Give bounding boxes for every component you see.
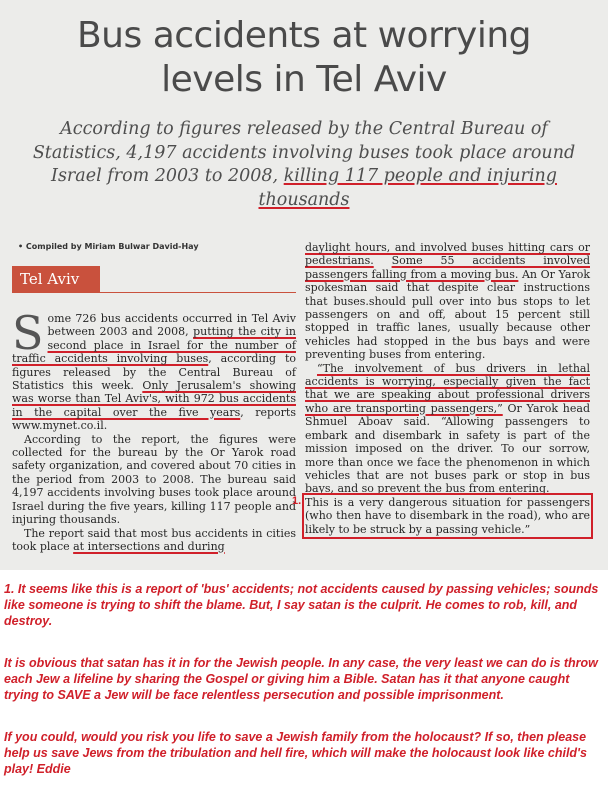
annotation-note-1 bbox=[4, 581, 604, 629]
col1-p3-a: The report said that most bus accidents in cities took place bbox=[12, 526, 296, 553]
headline bbox=[0, 14, 608, 102]
col1-p1-a: ome 726 bus accidents occurred in Tel Aviv between 2003 and 2008, bbox=[47, 312, 296, 339]
annotation-note-2-text: It is obvious that satan has it in for the Jewish people. In any case, the very least we can do is throw each Jew a lifeline by sharing the Gospel or giving him a Bible. Satan has it that anyone caught trying to SAVE a Jew will be face relentless persecution and possible imprisonment. bbox=[4, 656, 598, 702]
col1-p1-b: , according to figures released by the Central Bureau of Statistics this week. bbox=[12, 352, 296, 393]
annotation-note-1-text: 1. It seems like this is a report of 'bus' accidents; not accidents caused by passing vehicles; sounds like someone is trying to shift the blame. But, I say satan is the culprit. He comes to rob, kill, and destroy. bbox=[4, 582, 599, 628]
boxed-quote: This is a very dangerous situation for passengers (who then have to disembark in the road), who are likely to be struck by a passing vehicle.” bbox=[305, 495, 590, 536]
headline-line-2: levels in Tel Aviv bbox=[161, 59, 447, 100]
section-rule bbox=[100, 292, 296, 293]
byline: • Compiled by Miriam Bulwar David-Hay bbox=[18, 242, 199, 251]
annotation-note-3-text: If you could, would you risk you life to save a Jewish family from the holocaust? If so, then please help us save Jews from the tribulation and hell fire, which will make the holocaust look like child's play! Eddie bbox=[4, 730, 587, 776]
col2-underline-1: daylight hours, and involved buses hitting cars or pedestrians. bbox=[305, 241, 590, 268]
col1-paragraph-2: According to the report, the figures were collected for the bureau by the Or Yarok road safety organization, and covered about 70 cities in the period from 2003 to 2008. The bureau said 4,197 accidents involving buses took place around Israel during the five years, killing 117 people and injuring thousands. bbox=[12, 432, 296, 527]
annotation-note-3 bbox=[4, 729, 604, 777]
annotation-marker: 1. bbox=[292, 495, 302, 507]
col1-underline-3: at intersections and during bbox=[73, 539, 225, 553]
drop-cap: S bbox=[12, 306, 44, 360]
deck-lead: According to figures released by the Central Bureau of Statistics, 4,197 accidents involving buses took place around Israel from 2003 to 2008, bbox=[32, 119, 576, 186]
col2-p1-b: An Or Yarok spokesman said that despite clear instructions that buses.should pull over into bus stops to let passengers on and off, about 15 percent still stopped in traffic lanes, usually because other vehicles had stopped in the bus bays and were preventing buses from entering. bbox=[305, 267, 591, 362]
col1-underline-1: putting the city in second place in Israel for the number of traffic accidents involving buses bbox=[12, 325, 297, 366]
deck-subheadline bbox=[20, 118, 588, 212]
article-column-1 bbox=[12, 306, 297, 553]
col2-p2-b: Or Yarok head Shmuel Aboav said. “Allowing passengers to embark and disembark in safety is part of the mission imposed on the driver. To our sorrow, more than once we face the phenomenon in which vehicles that are not buses park or stop in bus bays, and so prevent the bus from entering. bbox=[305, 401, 590, 496]
annotation-note-2 bbox=[4, 655, 604, 703]
col2-underline-2: Some 55 accidents involved passengers falling from a moving bus. bbox=[305, 254, 590, 281]
col1-underline-2: Only Jerusalem's showing was worse than Tel Aviv's, with 972 bus accidents in the capital over the five years bbox=[12, 379, 296, 419]
article-column-2 bbox=[305, 241, 590, 536]
col2-underline-quote: “The involvement of bus drivers in lethal accidents is worrying, especially given the fact that we are speaking about professional drivers who are transporting passengers,” bbox=[305, 361, 590, 415]
deck-highlight: killing 117 people and injuring thousands bbox=[258, 166, 557, 210]
headline-line-1: Bus accidents at worrying bbox=[76, 15, 532, 56]
section-tag: Tel Aviv bbox=[12, 266, 100, 293]
col1-p1-c: , reports www.mynet.co.il. bbox=[12, 405, 296, 433]
